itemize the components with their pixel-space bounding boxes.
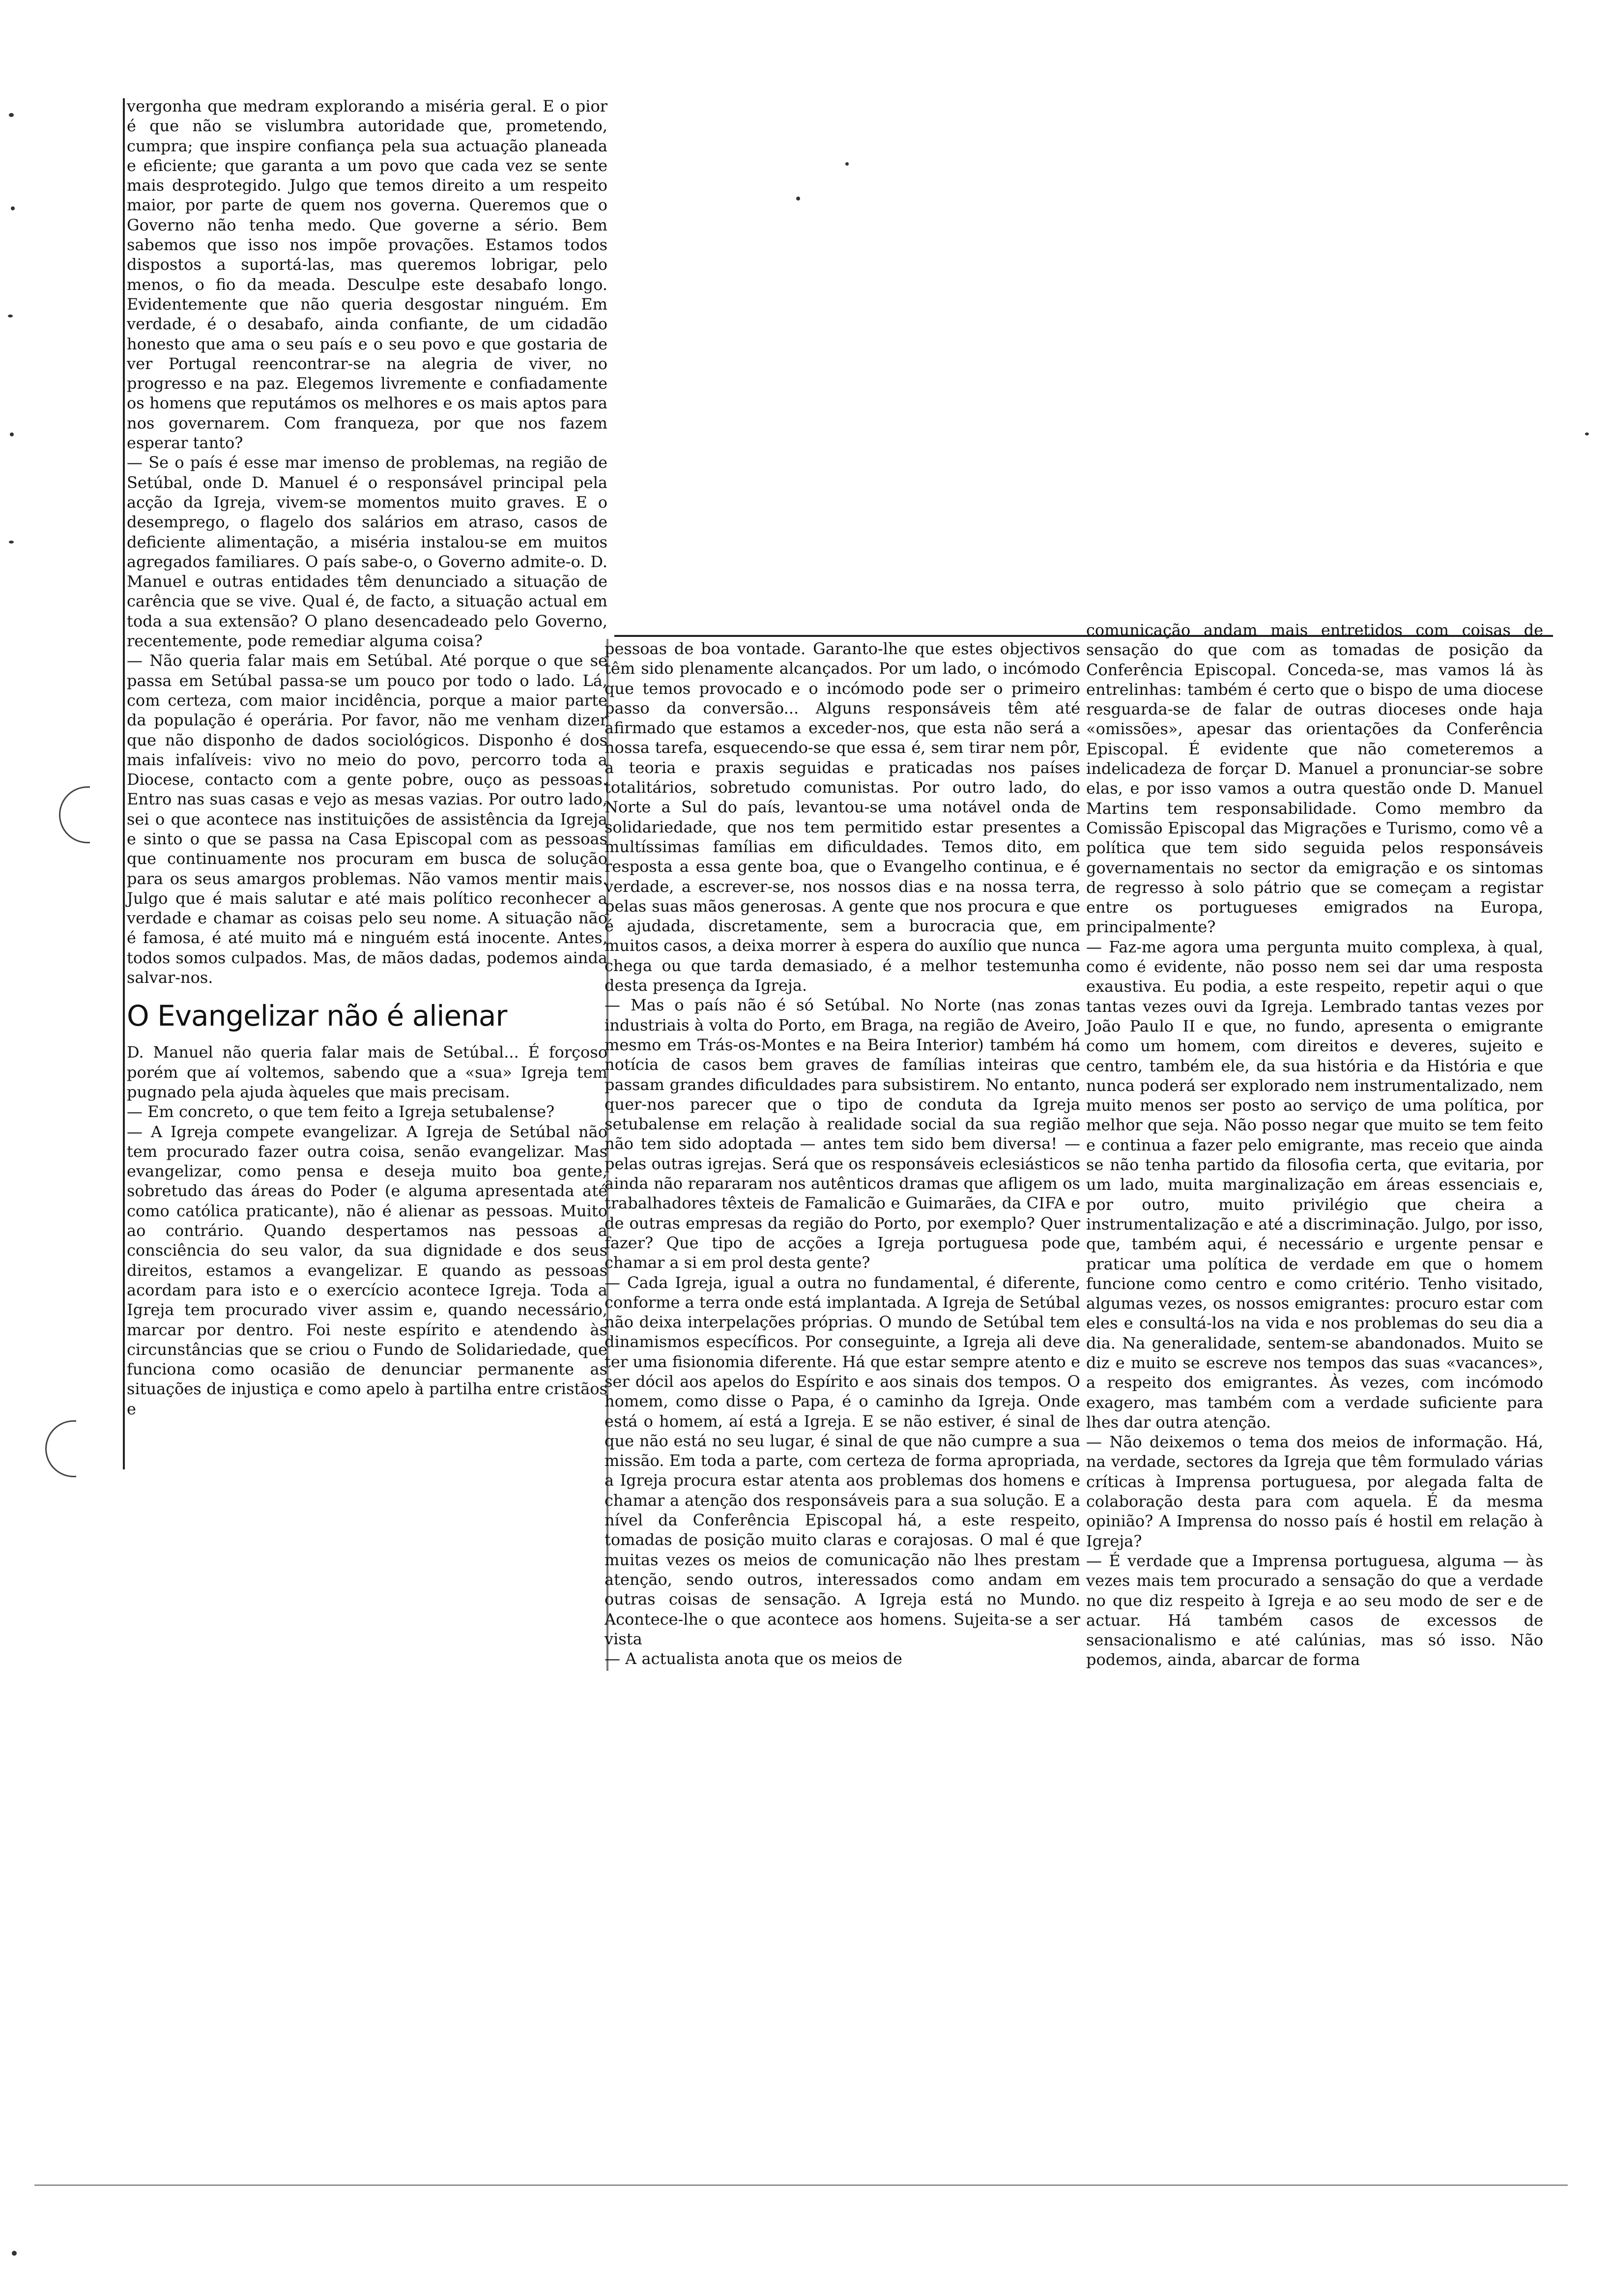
scan-speck: [8, 315, 13, 317]
scan-speck: [9, 541, 14, 544]
paragraph: — Não queria falar mais em Setúbal. Até porque o que se passa em Setúbal passa-se um pouco por todo o lado. Lá, com certeza, com maior incidência, porque a maior parte da população é operária. Por favor, não me venham dizer que não disponho de dados sociológicos. Disponho é dos mais infalíveis: vivo no meio do povo, percorro toda a Diocese, contacto com a gente pobre, ouço as pessoas. Entro nas suas casas e vejo as mesas vazias. Por outro lado, sei o que acontece nas instituições de assistência da Igreja e sinto o que se passa na Casa Episcopal com as pessoas que continuamente nos procuram em busca de solução para os seus amargos problemas. Não vamos mentir mais. Julgo que é mais salutar e até mais político reconhecer a verdade e chamar as coisas pelo seu nome. A situação não é famosa, é até muito má e ninguém está inocente. Antes, todos somos culpados. Mas, de mãos dadas, podemos ainda salvar-nos.: [127, 651, 607, 987]
paragraph: — Cada Igreja, igual a outra no fundamental, é diferente, conforme a terra onde está implantada. A Igreja de Setúbal não deixa interpelações próprias. O mundo de Setúbal tem dinamismos específicos. Por conseguinte, a Igreja ali deve ter uma fisionomia diferente. Há que estar sempre atento e ser dócil aos apelos do Espírito e aos sinais dos tempos. O homem, como disse o Papa, é o caminho da Igreja. Onde está o homem, aí está a Igreja. E se não estiver, é sinal de que não está no seu lugar, é sinal de que não cumpre a sua missão. Em toda a parte, com certeza de forma apropriada, a Igreja procura estar atenta aos problemas dos homens e chamar a atenção dos responsáveis para a sua solução. E a nível da Conferência Episcopal há, a este respeito, tomadas de posição muito claras e corajosas. O mal é que muitas vezes os meios de comunicação não lhes prestam atenção, sendo outros, interessados como andam em outras coisas de sensação. A Igreja está no Mundo. Acontece-lhe o que acontece aos homens. Sujeita-se a ser vista: [604, 1273, 1080, 1648]
paragraph: — Não deixemos o tema dos meios de informação. Há, na verdade, sectores da Igreja que têm formulado várias críticas à Imprensa portuguesa, por alegada falta de colaboração desta para com aquela. É da mesma opinião? A Imprensa do nosso país é hostil em relação à Igreja?: [1086, 1433, 1543, 1550]
paragraph: — Em concreto, o que tem feito a Igreja setubalense?: [127, 1102, 555, 1121]
article-column-1: [127, 96, 607, 1472]
scan-speck: [1585, 432, 1589, 435]
article-column-3: [1086, 620, 1543, 1669]
paragraph: — É verdade que a Imprensa portuguesa, alguma — às vezes mais tem procurado a sensação do que a verdade no que diz respeito à Igreja e ao seu modo de ser e de actuar. Há também casos de excessos de sensacionalismo e até calúnias, mas só isso. Não podemos, ainda, abarcar de forma: [1086, 1551, 1543, 1669]
paragraph: — Mas o país não é só Setúbal. No Norte (nas zonas industriais à volta do Porto, em Braga, na região de Aveiro, mesmo em Trás-os-Montes e na Beira Interior) também há notícia de casos bem graves de famílias inteiras que passam grandes dificuldades para subsistirem. No entanto, quer-nos parecer que o tipo de conduta da Igreja setubalense em relação à realidade social da sua região não tem sido adoptada — antes tem sido bem diversa! — pelas outras igrejas. Será que os responsáveis eclesiásticos ainda não repararam nos autênticos dramas que afligem os trabalhadores têxteis de Famalicão e Guimarães, da CIFA e de outras empresas da região do Porto, por exemplo? Quer fazer? Que tipo de acções a Igreja portuguesa pode chamar a si em prol desta gente?: [604, 996, 1080, 1272]
paragraph: — Faz-me agora uma pergunta muito complexa, à qual, como é evidente, não posso nem sei dar uma resposta exaustiva. Eu podia, a este respeito, repetir aqui o que tantas vezes ouvi da Igreja. Lembrado tantas vezes por João Paulo II e que, no fundo, apresenta o emigrante como um homem, com direitos e deveres, sujeito e centro, também ele, da sua história e da História e que nunca poderá ser explorado nem instrumentalizado, nem muito menos ser posto ao serviço de uma política, por melhor que seja. Não posso negar que muito se tem feito e continua a fazer pelo emigrante, mas receio que ainda se não tenha partido da filosofia certa, que evitaria, por um lado, muita marginalização em áreas essenciais e, por outro, muito privilégio que cheira a instrumentalização e até a discriminação. Julgo, por isso, que, também aqui, é necessário e urgente pensar e praticar uma política de verdade em que o homem funcione como centro e como critério. Tenho visitado, algumas vezes, os nossos emigrantes: procuro estar com eles e consultá-los na vida e nos problemas do seu dia a dia. Na generalidade, sentem-se abandonados. Muito se diz e muito se escreve nos tempos das suas «vacances», a respeito dos emigrantes. Às vezes, com incómodo exagero, mas também com a verdade suficiente para lhes dar outra atenção.: [1086, 937, 1543, 1432]
paragraph: D. Manuel não queria falar mais de Setúbal... É forçoso porém que aí voltemos, sabendo que a «sua» Igreja tem pugnado pela ajuda àqueles que mais precisam.: [127, 1043, 607, 1101]
scan-speck: [9, 113, 14, 117]
paragraph: — A actualista anota que os meios de: [604, 1649, 902, 1668]
punch-hole-mark: [45, 1420, 76, 1477]
scan-speck: [10, 432, 14, 436]
scan-speck: [12, 2251, 17, 2256]
punch-hole-mark: [59, 786, 90, 843]
article-column-2: [604, 639, 1080, 1668]
column-rule: [123, 98, 125, 1469]
paragraph: — Se o país é esse mar imenso de problemas, na região de Setúbal, onde D. Manuel é o responsável principal pela acção da Igreja, vivem-se momentos muito graves. E o desemprego, o flagelo dos salários em atraso, casos de deficiente alimentação, a miséria instalou-se em muitos agregados familiares. O país sabe-o, o Governo admite-o. D. Manuel e outras entidades têm denunciado a situação de carência que se vive. Qual é, de facto, a situação actual em toda a sua extensão? O plano desencadeado pelo Governo, recentemente, pode remediar alguma coisa?: [127, 453, 607, 651]
bottom-rule: [34, 2184, 1568, 2186]
scan-speck: [11, 206, 15, 210]
section-heading: O Evangelizar não é alienar: [127, 999, 507, 1033]
paragraph: comunicação andam mais entretidos com coisas de sensação do que com as tomadas de posição da Conferência Episcopal. Conceda-se, mas vamos lá às entrelinhas: também é certo que o bispo de uma diocese resguarda-se de falar de outras dioceses onde haja «omissões», apesar das orientações da Conferência Episcopal. É evidente que não cometeremos a indelicadeza de forçar D. Manuel a pronunciar-se sobre elas, e por isso vamos a outra questão onde D. Manuel Martins tem responsabilidade. Como membro da Comissão Episcopal das Migrações e Turismo, como vê a política que tem sido seguida pelos responsáveis governamentais no sector da emigração e os sintomas de regresso à solo pátrio que se começam a registar entre os portugueses emigrados na Europa, principalmente?: [1086, 621, 1543, 937]
paragraph: vergonha que medram explorando a miséria geral. E o pior é que não se vislumbra autoridade que, prometendo, cumpra; que inspire confiança pela sua actuação planeada e eficiente; que garanta a um povo que cada vez se sente mais desprotegido. Julgo que temos direito a um respeito maior, por parte de quem nos governa. Queremos que o Governo não tenha medo. Que governe a sério. Bem sabemos que isso nos impõe provações. Estamos todos dispostos a suportá-las, mas queremos lobrigar, pelo menos, o fio da meada. Desculpe este desabafo longo. Evidentemente que não queria desgostar ninguém. Em verdade, é o desabafo, ainda confiante, de um cidadão honesto que ama o seu país e o seu povo e que gostaria de ver Portugal reencontrar-se na alegria de viver, no progresso e na paz. Elegemos livremente e confiadamente os homens que reputámos os melhores e os mais aptos para nos governarem. Com franqueza, por que nos fazem esperar tanto?: [127, 97, 607, 453]
paragraph: — A Igreja compete evangelizar. A Igreja de Setúbal não tem procurado fazer outra coisa, senão evangelizar. Mas evangelizar, como pensa e deseja muito boa gente, sobretudo das áreas do Poder (e alguma apresentada até como católica praticante), não é alienar as pessoas. Muito ao contrário. Quando despertamos nas pessoas a consciência do seu valor, da sua dignidade e dos seus direitos, estamos a evangelizar. E quando as pessoas acordam para isto e o exercício acontece Igreja. Toda a Igreja tem procurado viver assim e, quando necessário, marcar por dentro. Foi neste espírito e atendendo às circunstâncias que se criou o Fundo de Solidariedade, que funciona como ocasião de denunciar permanente as situações de injustiça e como apelo à partilha entre cristãos e: [127, 1122, 607, 1418]
paragraph: pessoas de boa vontade. Garanto-lhe que estes objectivos têm sido plenamente alcançados. Por um lado, o incómodo que temos provocado e o incómodo pode ser o primeiro passo da conversão... Alguns responsáveis têm até afirmado que estamos a exceder-nos, que esta não será a nossa tarefa, esquecendo-se que essa é, sem tirar nem pôr, a teoria e praxis seguidas e praticadas nos países totalitários, sobretudo comunistas. Por outro lado, do Norte a Sul do país, levantou-se uma notável onda de solidariedade, que nos tem permitido estar presentes a multíssimas famílias em dificuldades. Temos dito, em resposta a essa gente boa, que o Evangelho continua, e é verdade, a escrever-se, nos nossos dias e na nossa terra, pelas suas mãos generosas. A gente que nos procura e que é ajudada, discretamente, sem a burocracia que, em muitos casos, a deixa morrer à espera do auxílio que nunca chega ou que tarda demasiado, é a melhor testemunha desta presença da Igreja.: [604, 639, 1080, 995]
scan-speck: [796, 197, 800, 201]
scan-speck: [845, 162, 849, 166]
